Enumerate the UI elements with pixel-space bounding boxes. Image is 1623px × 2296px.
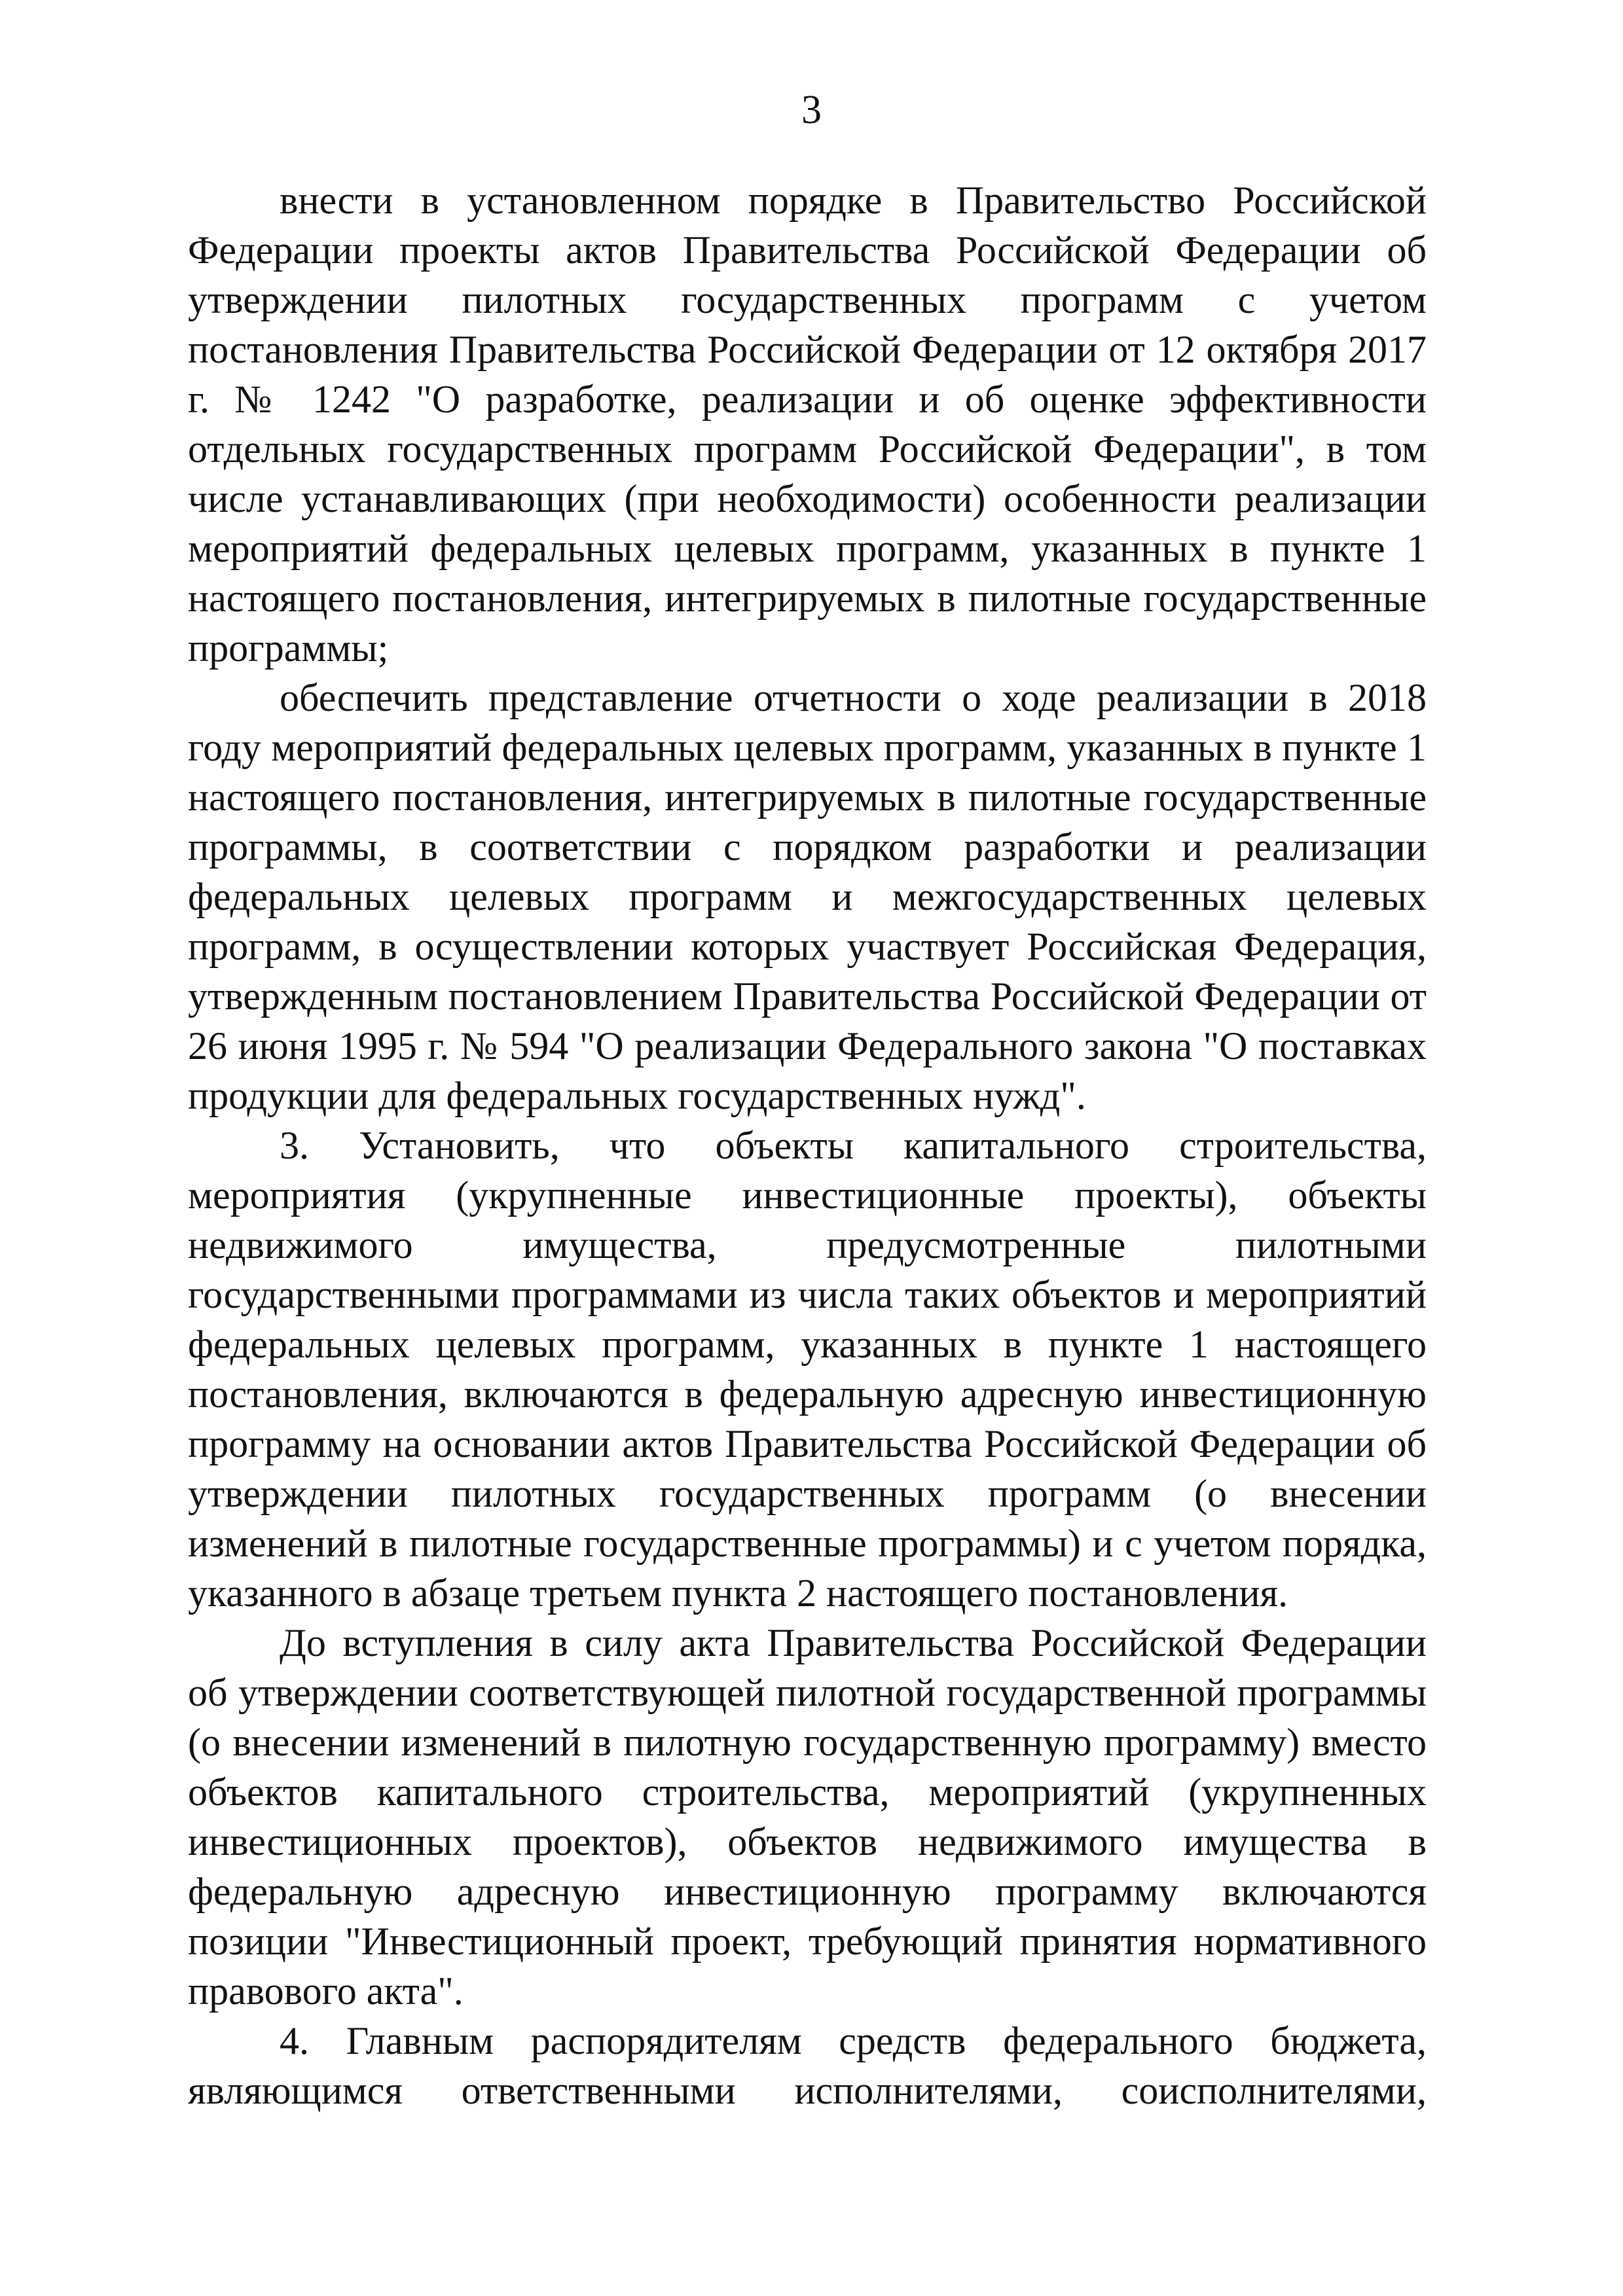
page-number: 3 xyxy=(801,88,822,132)
paragraph-clause-4: 4. Главным распорядителям средств федерального бюджета, являющимся ответственными исполнителями, соисполнителями, xyxy=(188,2019,1427,2112)
paragraph-submit-acts: внести в установленном порядке в Правительство Российской Федерации проекты актов Правительства Российской Федерации об утверждении пилотных государственных программ с учетом постановления Правительства Российской Федерации от 12 октября 2017 г. № 1242 "О разработке, реализации и об оценке эффективности отдельных государственных программ Российской Федерации", в том числе устанавливающих (при необходимости) особенности реализации мероприятий федеральных целевых программ, указанных в пункте 1 настоящего постановления, интегрируемых в пилотные государственные программы; xyxy=(188,179,1427,670)
paragraph-reporting: обеспечить представление отчетности о ходе реализации в 2018 году мероприятий федеральных целевых программ, указанных в пункте 1 настоящего постановления, интегрируемых в пилотные государственные программы, в соответствии с порядком разработки и реализации федеральных целевых программ и межгосударственных целевых программ, в осуществлении которых участвует Российская Федерация, утвержденным постановлением Правительства Российской Федерации от 26 июня 1995 г. № 594 "О реализации Федерального закона "О поставках продукции для федеральных государственных нужд". xyxy=(188,676,1427,1117)
paragraph-until-entry-into-force: До вступления в силу акта Правительства Российской Федерации об утверждении соответствующей пилотной государственной программы (о внесении изменений в пилотную государственную программу) вместо объектов капитального строительства, мероприятий (укрупненных инвестиционных проектов), объектов недвижимого имущества в федеральную адресную инвестиционную программу включаются позиции "Инвестиционный проект, требующий принятия нормативного правового акта". xyxy=(188,1621,1427,2013)
document-body xyxy=(188,175,1427,2115)
paragraph-clause-3: 3. Установить, что объекты капитального строительства, мероприятия (укрупненные инвестиционные проекты), объекты недвижимого имущества, предусмотренные пилотными государственными программами из числа таких объектов и мероприятий федеральных целевых программ, указанных в пункте 1 настоящего постановления, включаются в федеральную адресную инвестиционную программу на основании актов Правительства Российской Федерации об утверждении пилотных государственных программ (о внесении изменений в пилотные государственные программы) и с учетом порядка, указанного в абзаце третьем пункта 2 настоящего постановления. xyxy=(188,1124,1427,1615)
